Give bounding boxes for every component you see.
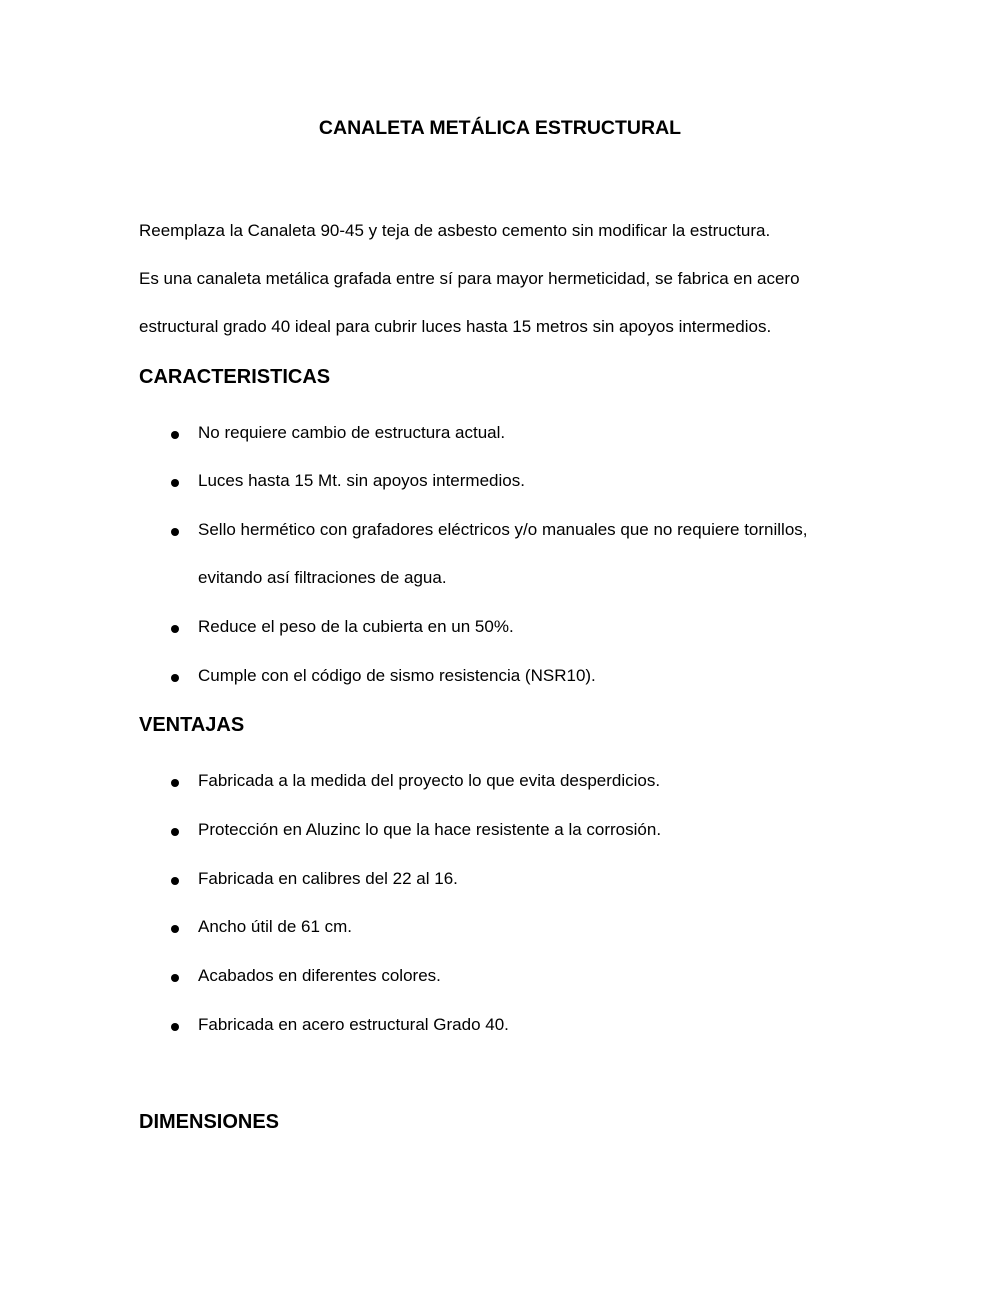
bullet-icon xyxy=(171,625,179,633)
list-item xyxy=(0,869,1000,893)
caracteristicas-heading: CARACTERISTICAS xyxy=(139,366,331,388)
list-item-text: Acabados en diferentes colores. xyxy=(198,966,441,985)
dimensiones-heading: DIMENSIONES xyxy=(139,1111,280,1133)
bullet-icon xyxy=(171,974,179,982)
list-item-text: Reduce el peso de la cubierta en un 50%. xyxy=(198,617,514,636)
document-title: CANALETA METÁLICA ESTRUCTURAL xyxy=(318,117,682,139)
ventajas-heading: VENTAJAS xyxy=(139,714,245,736)
bullet-icon xyxy=(171,925,179,933)
list-item-text: Fabricada en acero estructural Grado 40. xyxy=(198,1015,509,1034)
list-item xyxy=(0,917,1000,941)
bullet-icon xyxy=(171,828,179,836)
list-item-text: No requiere cambio de estructura actual. xyxy=(198,423,506,442)
list-item xyxy=(0,966,1000,990)
bullet-icon xyxy=(171,528,179,536)
list-item-text: Ancho útil de 61 cm. xyxy=(198,917,353,936)
intro-line-1: Reemplaza la Canaleta 90-45 y teja de asbesto cemento sin modificar la estructura. xyxy=(139,221,771,240)
bullet-icon xyxy=(171,479,179,487)
list-item xyxy=(0,666,1000,690)
bullet-icon xyxy=(171,779,179,787)
bullet-icon xyxy=(171,877,179,885)
list-item-text: Fabricada a la medida del proyecto lo que evita desperdicios. xyxy=(198,771,661,790)
list-item xyxy=(0,471,1000,495)
list-item xyxy=(0,771,1000,795)
list-item-text: Luces hasta 15 Mt. sin apoyos intermedios. xyxy=(198,471,525,490)
bullet-icon xyxy=(171,674,179,682)
list-item xyxy=(0,520,1000,544)
list-item xyxy=(0,1015,1000,1039)
list-item-continuation: evitando así filtraciones de agua. xyxy=(198,568,447,587)
bullet-icon xyxy=(171,1023,179,1031)
intro-line-3: estructural grado 40 ideal para cubrir luces hasta 15 metros sin apoyos intermedios. xyxy=(139,317,772,336)
list-item-text: Sello hermético con grafadores eléctricos y/o manuales que no requiere tornillos, xyxy=(198,520,808,539)
bullet-icon xyxy=(171,431,179,439)
intro-line-2: Es una canaleta metálica grafada entre sí para mayor hermeticidad, se fabrica en acero xyxy=(139,269,800,288)
list-item-text: Cumple con el código de sismo resistencia (NSR10). xyxy=(198,666,596,685)
list-item xyxy=(0,423,1000,447)
list-item-text: Fabricada en calibres del 22 al 16. xyxy=(198,869,458,888)
list-item xyxy=(0,617,1000,641)
list-item xyxy=(0,820,1000,844)
list-item-text: Protección en Aluzinc lo que la hace resistente a la corrosión. xyxy=(198,820,662,839)
